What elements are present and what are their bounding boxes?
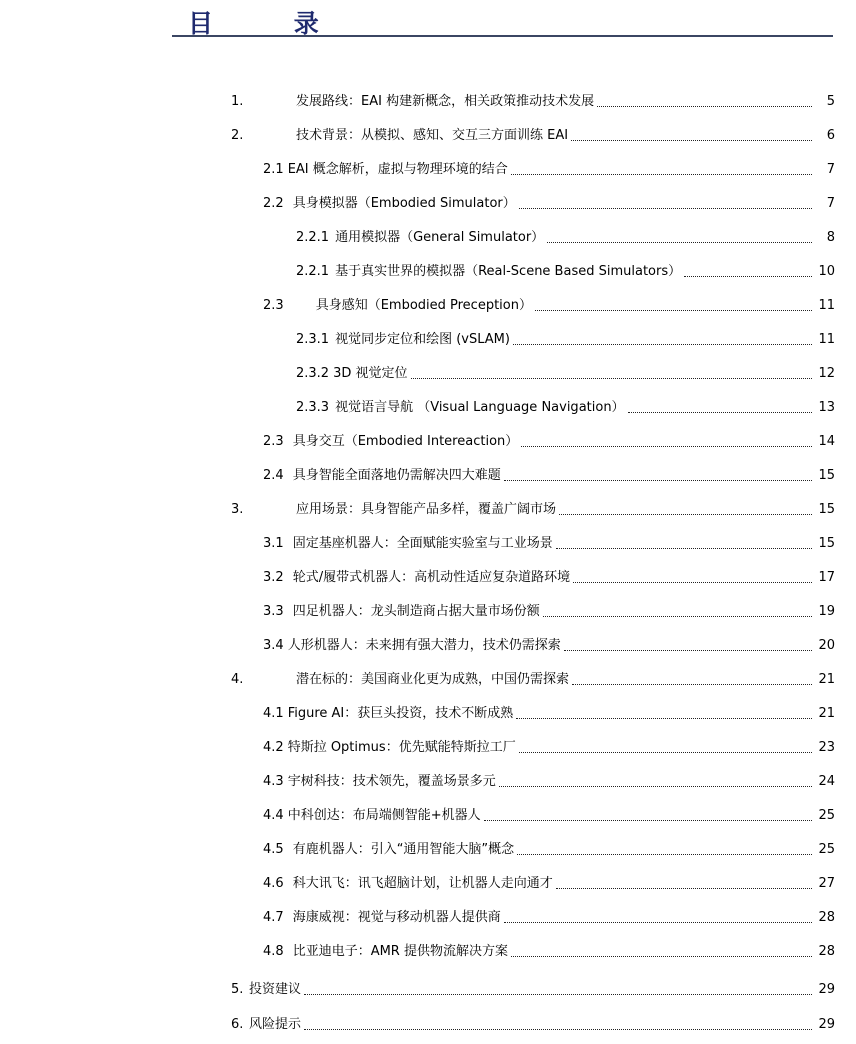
toc-entry-title: 有鹿机器人：引入“通用智能大脑”概念 (292, 842, 515, 857)
toc-entry-number: 4.6 (263, 876, 284, 891)
dot-leader (511, 956, 812, 957)
toc-entry-page: 21 (818, 706, 835, 721)
dot-leader (411, 378, 813, 379)
toc-entry-4-6[interactable] (263, 870, 835, 892)
toc-entry-page: 8 (826, 230, 835, 245)
toc-entry-4-8[interactable] (263, 938, 835, 960)
dot-leader (304, 1029, 812, 1030)
toc-entry-title: 具身交互（Embodied Intereaction） (292, 434, 519, 449)
dot-leader (628, 412, 812, 413)
toc-entry-page: 28 (818, 944, 835, 959)
toc-entry-number: 2. (231, 128, 244, 143)
dot-leader (304, 994, 812, 995)
toc-entry-page: 15 (818, 502, 835, 517)
toc-entry-number: 2.3.1 (296, 332, 330, 347)
toc-entry-title: 海康威视：视觉与移动机器人提供商 (292, 910, 501, 925)
toc-entry-number: 4.4 (263, 808, 284, 823)
toc-entry-3-3[interactable] (263, 598, 835, 620)
toc-entry-3-1[interactable] (263, 530, 835, 552)
toc-entry-title: 轮式/履带式机器人：高机动性适应复杂道路环境 (292, 570, 571, 585)
toc-entry-number: 4.5 (263, 842, 284, 857)
toc-entry-title: 发展路线：EAI 构建新概念，相关政策推动技术发展 (296, 94, 595, 109)
toc-entry-2-3-3[interactable] (296, 394, 835, 416)
toc-entry-3-4[interactable] (263, 632, 835, 654)
toc-entry-number: 4.7 (263, 910, 284, 925)
toc-entry-4-2[interactable] (263, 734, 835, 756)
toc-entry-page: 5 (826, 94, 835, 109)
dot-leader (504, 922, 812, 923)
toc-entry-title: EAI 概念解析，虚拟与物理环境的结合 (287, 162, 508, 177)
toc-entry-page: 15 (818, 536, 835, 551)
toc-entry-title: 具身智能全面落地仍需解决四大难题 (292, 468, 501, 483)
toc-entry-number: 4.1 (263, 706, 284, 721)
dot-leader (597, 106, 812, 107)
toc-entry-title: 投资建议 (249, 982, 302, 997)
toc-entry-page: 28 (818, 910, 835, 925)
toc-entry-number: 2.3.3 (296, 400, 330, 415)
toc-entry-title: 比亚迪电子：AMR 提供物流解决方案 (292, 944, 508, 959)
dot-leader (516, 718, 812, 719)
toc-entry-page: 7 (826, 196, 835, 211)
toc-entry-number: 4.8 (263, 944, 284, 959)
toc-entry-3-2[interactable] (263, 564, 835, 586)
toc-entry-title: 基于真实世界的模拟器（Real-Scene Based Simulators） (335, 264, 682, 279)
toc-entry-page: 11 (818, 332, 835, 347)
toc-entry-number: 3.2 (263, 570, 284, 585)
toc-entry-4-5[interactable] (263, 836, 835, 858)
toc-entry-6[interactable] (231, 1011, 835, 1033)
dot-leader (519, 752, 812, 753)
toc-entry-page: 6 (826, 128, 835, 143)
toc-entry-page: 7 (826, 162, 835, 177)
toc-entry-number: 3. (231, 502, 244, 517)
toc-entry-3[interactable] (231, 496, 835, 518)
toc-entry-title: 具身模拟器（Embodied Simulator） (292, 196, 516, 211)
toc-entry-title: 视觉同步定位和绘图 (vSLAM) (335, 332, 510, 347)
toc-entry-number: 2.3 (263, 298, 284, 313)
dot-leader (559, 514, 812, 515)
toc-entry-number: 2.2 (263, 196, 284, 211)
toc-entry-2-1[interactable] (263, 156, 835, 178)
toc-entry-2-3-2[interactable] (296, 360, 835, 382)
toc-entry-2[interactable] (231, 122, 835, 144)
toc-entry-number: 3.4 (263, 638, 284, 653)
toc-entry-page: 29 (818, 982, 835, 997)
toc-entry-title: 视觉语言导航 （Visual Language Navigation） (335, 400, 625, 415)
toc-entry-page: 21 (818, 672, 835, 687)
toc-entry-page: 11 (818, 298, 835, 313)
toc-entry-number: 2.3.2 (296, 366, 330, 381)
page-title: 目 录 (188, 9, 355, 38)
toc-entry-title: 潜在标的：美国商业化更为成熟，中国仍需探索 (296, 672, 570, 687)
dot-leader (571, 140, 812, 141)
toc-entry-2-2-1-a[interactable] (296, 224, 835, 246)
toc-entry-page: 12 (818, 366, 835, 381)
toc-entry-number: 1. (231, 94, 244, 109)
dot-leader (573, 582, 812, 583)
dot-leader (513, 344, 812, 345)
toc-entry-title: 科大讯飞：讯飞超脑计划，让机器人走向通才 (292, 876, 553, 891)
dot-leader (556, 548, 812, 549)
toc-entry-4-3[interactable] (263, 768, 835, 790)
toc-entry-4-1[interactable] (263, 700, 835, 722)
toc-entry-number: 4. (231, 672, 244, 687)
toc-entry-2-3-interaction[interactable] (263, 428, 835, 450)
toc-entry-page: 17 (818, 570, 835, 585)
toc-entry-page: 23 (818, 740, 835, 755)
toc-entry-title: 中科创达：布局端侧智能+机器人 (287, 808, 481, 823)
toc-entry-number: 4.2 (263, 740, 284, 755)
dot-leader (484, 820, 812, 821)
toc-entry-number: 2.4 (263, 468, 284, 483)
toc-entry-number: 2.3 (263, 434, 284, 449)
toc-entry-title: 宇树科技：技术领先，覆盖场景多元 (287, 774, 496, 789)
dot-leader (511, 174, 812, 175)
toc-entry-page: 29 (818, 1017, 835, 1032)
toc-entry-2-2-1-b[interactable] (296, 258, 835, 280)
dot-leader (504, 480, 812, 481)
toc-entry-5[interactable] (231, 976, 835, 998)
toc-entry-title: 应用场景：具身智能产品多样，覆盖广阔市场 (296, 502, 557, 517)
toc-entry-title: Figure AI：获巨头投资，技术不断成熟 (287, 706, 514, 721)
toc-entry-title: 风险提示 (249, 1017, 302, 1032)
toc-entry-2-2[interactable] (263, 190, 835, 212)
toc-entry-title: 四足机器人：龙头制造商占据大量市场份额 (292, 604, 540, 619)
dot-leader (556, 888, 812, 889)
toc-entry-page: 24 (818, 774, 835, 789)
toc-entry-page: 13 (818, 400, 835, 415)
dot-leader (572, 684, 812, 685)
toc-entry-title: 技术背景：从模拟、感知、交互三方面训练 EAI (296, 128, 569, 143)
toc-entry-number: 2.2.1 (296, 230, 330, 245)
toc-entry-title: 特斯拉 Optimus：优先赋能特斯拉工厂 (287, 740, 516, 755)
toc-entry-4-7[interactable] (263, 904, 835, 926)
toc-entry-2-4[interactable] (263, 462, 835, 484)
toc-entry-4[interactable] (231, 666, 835, 688)
toc-entry-2-3-perception[interactable] (263, 292, 835, 314)
toc-entry-number: 4.3 (263, 774, 284, 789)
dot-leader (547, 242, 812, 243)
toc-entry-2-3-1[interactable] (296, 326, 835, 348)
toc-entry-number: 2.1 (263, 162, 284, 177)
dot-leader (517, 854, 812, 855)
toc-entry-1[interactable] (231, 88, 835, 110)
toc-entry-page: 20 (818, 638, 835, 653)
dot-leader (535, 310, 812, 311)
dot-leader (543, 616, 812, 617)
toc-entry-page: 25 (818, 842, 835, 857)
toc-entry-page: 10 (818, 264, 835, 279)
toc-entry-number: 5. (231, 982, 244, 997)
toc-entry-page: 19 (818, 604, 835, 619)
toc-entry-page: 25 (818, 808, 835, 823)
toc-entry-page: 14 (818, 434, 835, 449)
toc-entry-number: 3.3 (263, 604, 284, 619)
dot-leader (499, 786, 812, 787)
toc-entry-number: 2.2.1 (296, 264, 330, 279)
dot-leader (521, 446, 812, 447)
dot-leader (519, 208, 812, 209)
toc-entry-title: 具身感知（Embodied Preception） (315, 298, 532, 313)
toc-entry-title: 人形机器人：未来拥有强大潜力，技术仍需探索 (287, 638, 561, 653)
dot-leader (564, 650, 812, 651)
toc-entry-number: 3.1 (263, 536, 284, 551)
toc-entry-title: 3D 视觉定位 (333, 366, 408, 381)
toc-entry-4-4[interactable] (263, 802, 835, 824)
toc-entry-page: 27 (818, 876, 835, 891)
toc-entry-number: 6. (231, 1017, 244, 1032)
toc-entry-title: 通用模拟器（General Simulator） (335, 230, 545, 245)
dot-leader (684, 276, 812, 277)
toc-entry-page: 15 (818, 468, 835, 483)
toc-entry-title: 固定基座机器人：全面赋能实验室与工业场景 (292, 536, 553, 551)
